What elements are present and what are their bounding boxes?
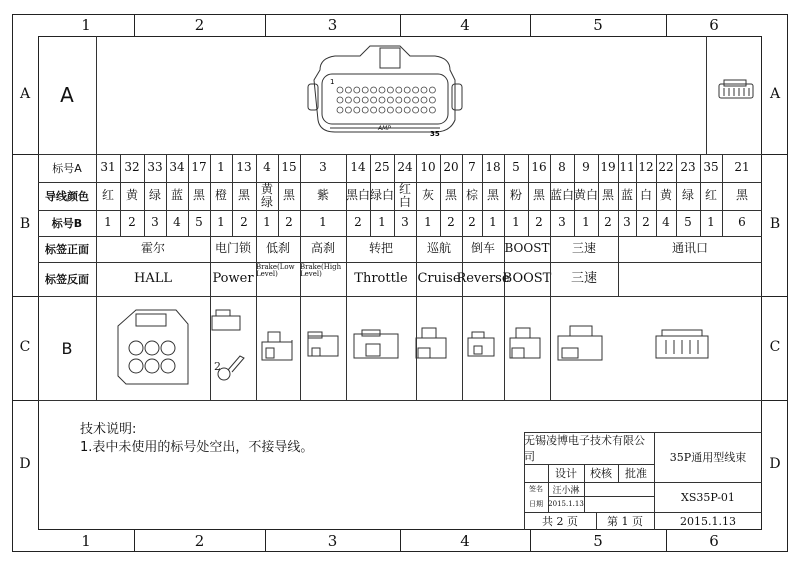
tag-a-cell: 25 [374, 160, 390, 175]
signer-name: 汪小淋 [552, 485, 580, 496]
wire-color-cell: 黑 [192, 188, 205, 203]
tag-a-cell: 14 [350, 160, 366, 175]
tag-a-cell: 22 [658, 160, 674, 175]
wire-color-cell: 黄白 [574, 188, 599, 203]
label-back-cell: Power [212, 270, 254, 286]
brake-high-connector-icon [308, 332, 338, 356]
tag-b-cell: 4 [662, 215, 670, 230]
section-a-label: A [60, 83, 74, 107]
wire-color-cell: 紫 [316, 188, 329, 203]
tag-b-cell: 2 [468, 215, 476, 230]
label-back-cell: Brake(High Level) [300, 263, 342, 279]
tag-a-cell: 31 [100, 160, 116, 175]
column-number-top: 4 [460, 16, 470, 34]
tag-b-cell: 1 [582, 215, 590, 230]
wire-color-cell: 黄 绿 [260, 181, 273, 209]
connector-thumbnails [96, 296, 762, 400]
tag-a-cell: 9 [582, 160, 590, 175]
tag-b-cell: 2 [128, 215, 136, 230]
wire-color-cell: 绿 [148, 188, 161, 203]
issue-date: 2015.1.13 [680, 514, 736, 528]
column-number-bot: 5 [593, 532, 603, 550]
column-number-top: 2 [194, 16, 205, 34]
wire-color-cell: 黑 [532, 188, 545, 203]
tag-a-cell: 5 [512, 160, 520, 175]
row-letter-r: D [769, 456, 781, 472]
wire-color-cell: 黑 [601, 188, 614, 203]
tag-a-cell: 32 [124, 160, 140, 175]
tag-b-cell: 3 [558, 215, 566, 230]
wire-color-cell: 黑 [237, 188, 250, 203]
wire-color-cell: 绿白 [370, 188, 395, 203]
column-number-top: 3 [327, 16, 338, 34]
tag-a-cell: 35 [703, 160, 719, 175]
pin1-label: 1 [330, 78, 335, 86]
wire-color-cell: 白 [639, 188, 652, 203]
tag-b-cell: 2 [285, 215, 293, 230]
label-back-cell: Brake(Low Level) [256, 263, 295, 279]
tag-a-cell: 16 [531, 160, 547, 175]
wire-color-cell: 黑 [735, 188, 748, 203]
tag-a-cell: 1 [217, 160, 225, 175]
tag-a-cell: 20 [443, 160, 459, 175]
tag-b-cell: 3 [401, 215, 409, 230]
tag-a-cell: 11 [619, 160, 635, 175]
tag-b-cell: 5 [684, 215, 692, 230]
tag-b-cell: 2 [535, 215, 543, 230]
label-front-cell: BOOST [504, 241, 550, 256]
cruise-connector-icon [416, 328, 446, 358]
ring-terminal-label: 2 [214, 360, 221, 373]
tag-a-cell: 15 [281, 160, 297, 175]
wire-color-cell: 蓝白 [550, 188, 575, 203]
tag-a-cell: 12 [638, 160, 654, 175]
label-back-cell [618, 262, 762, 296]
tag-a-cell: 23 [680, 160, 696, 175]
label-front-cell: 巡航 [426, 241, 451, 256]
tag-a-cell: 13 [236, 160, 252, 175]
connector-35p-drawing [300, 40, 470, 144]
wire-color-cell: 灰 [421, 188, 434, 203]
tag-a-cell: 8 [558, 160, 566, 175]
page-number: 第 1 页 [607, 515, 643, 528]
label-back-cell: Throttle [354, 270, 408, 286]
product-name: 35P通用型线束 [669, 451, 747, 464]
tag-b-cell: 4 [173, 215, 181, 230]
tag-b-cell: 3 [623, 215, 631, 230]
column-number-bot: 1 [81, 532, 91, 550]
approve-label: 批准 [625, 467, 647, 480]
label-front-cell: 低刹 [265, 241, 290, 256]
tag-b-cell: 1 [512, 215, 520, 230]
wire-color-cell: 黄 [659, 188, 672, 203]
throttle-connector-icon [354, 330, 398, 358]
tag-b-cell: 2 [354, 215, 362, 230]
tag-a-cell: 21 [734, 160, 750, 175]
row-header-label-back: 标签反面 [45, 273, 89, 286]
design-date: 2015.1.13 [548, 500, 584, 508]
wire-color-cell: 棕 [465, 188, 478, 203]
check-label: 校核 [590, 467, 612, 480]
column-number-bot: 3 [327, 532, 338, 550]
row-header-tag-a: 标号A [52, 162, 82, 175]
wire-color-cell: 蓝 [170, 188, 183, 203]
label-back-cell: Cruise [417, 270, 461, 286]
row-letter-r: A [769, 86, 781, 102]
label-back-cell: BOOST [502, 270, 552, 286]
drawing-number: XS35P-01 [681, 490, 735, 504]
tag-b-cell: 6 [738, 215, 746, 230]
tag-b-cell: 1 [104, 215, 112, 230]
three-speed-connector-icon [558, 326, 602, 360]
tag-a-cell: 4 [263, 160, 271, 175]
tag-a-cell: 19 [600, 160, 616, 175]
label-front-cell: 转把 [368, 241, 393, 256]
row-letter-l: D [19, 456, 31, 472]
tag-b-cell: 1 [707, 215, 715, 230]
tag-b-cell: 5 [195, 215, 203, 230]
label-front-cell: 电门锁 [214, 241, 251, 256]
tag-a-cell: 18 [485, 160, 501, 175]
design-label: 设计 [555, 467, 577, 480]
sign-label: 签名 [529, 485, 543, 493]
row-letter-l: C [19, 339, 31, 355]
wire-color-cell: 红白 [398, 181, 411, 209]
label-front-cell: 通讯口 [671, 241, 708, 256]
label-front-cell: 霍尔 [140, 241, 165, 256]
row-header-tag-b: 标号B [51, 217, 83, 230]
tag-b-cell: 1 [424, 215, 432, 230]
wire-color-cell: 黑 [282, 188, 295, 203]
wire-color-cell: 粉 [509, 188, 522, 203]
column-number-top: 5 [593, 16, 603, 34]
tag-b-cell: 1 [489, 215, 497, 230]
tag-a-cell: 24 [397, 160, 413, 175]
tag-a-cell: 33 [147, 160, 163, 175]
tag-b-cell: 2 [447, 215, 455, 230]
tag-a-cell: 7 [468, 160, 476, 175]
label-front-cell: 高刹 [310, 241, 335, 256]
tag-a-cell: 3 [319, 160, 327, 175]
tag-b-cell: 3 [151, 215, 159, 230]
brake-low-connector-icon [262, 332, 292, 360]
row-letter-l: B [19, 216, 31, 232]
wire-color-cell: 黄 [125, 188, 138, 203]
small-connector-icon [716, 78, 756, 104]
column-number-bot: 6 [709, 532, 719, 550]
row-letter-r: B [769, 216, 781, 232]
wire-color-cell: 黑 [486, 188, 499, 203]
wire-color-cell: 橙 [214, 188, 227, 203]
tag-b-cell: 1 [319, 215, 327, 230]
label-back-cell: HALL [134, 270, 172, 286]
wire-color-cell: 黑 [444, 188, 457, 203]
wire-color-cell: 红 [101, 188, 114, 203]
row-header-wire-color: 导线颜色 [45, 190, 89, 203]
company-name: 无锡凌博电子技术有限公司 [524, 434, 645, 463]
notes-title: 技术说明: [80, 422, 137, 437]
total-pages: 共 2 页 [542, 515, 578, 528]
column-number-bot: 2 [194, 532, 205, 550]
reverse-connector-icon [468, 332, 494, 356]
row-letter-l: A [19, 86, 31, 102]
label-back-cell: 三速 [570, 270, 597, 286]
tag-b-cell: 2 [240, 215, 248, 230]
hall-connector-icon [118, 310, 188, 384]
tag-b-cell: 1 [217, 215, 225, 230]
tag-b-cell: 2 [604, 215, 612, 230]
brand-mark: AMP [378, 125, 391, 132]
column-number-bot: 4 [460, 532, 470, 550]
label-front-cell: 倒车 [470, 241, 495, 256]
column-number-top: 6 [709, 16, 719, 34]
comm-port-connector-icon [656, 330, 708, 358]
wire-color-cell: 红 [704, 188, 717, 203]
row-letter-r: C [769, 339, 781, 355]
tag-a-cell: 10 [420, 160, 436, 175]
tag-a-cell: 34 [169, 160, 185, 175]
tag-b-cell: 2 [642, 215, 650, 230]
row-header-label-front: 标签正面 [45, 243, 89, 256]
tag-b-cell: 1 [263, 215, 271, 230]
tag-b-cell: 1 [378, 215, 386, 230]
date-label: 日期 [529, 500, 543, 508]
wire-color-cell: 蓝 [620, 188, 633, 203]
label-front-cell: 三速 [571, 241, 596, 256]
pin35-label: 35 [430, 130, 440, 138]
tag-a-cell: 17 [191, 160, 207, 175]
wire-color-cell: 绿 [681, 188, 694, 203]
boost-connector-icon [510, 328, 540, 358]
column-number-top: 1 [81, 16, 91, 34]
notes-line1: 1.表中未使用的标号处空出，不接导线。 [80, 440, 314, 455]
label-back-cell: Reverse [456, 270, 510, 286]
wire-color-cell: 黑白 [346, 188, 371, 203]
section-b-label: B [61, 338, 73, 358]
